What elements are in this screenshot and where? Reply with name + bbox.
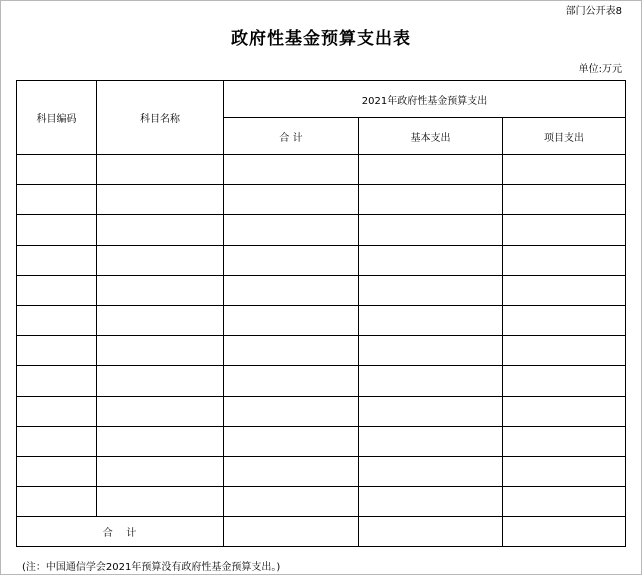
table-cell xyxy=(503,305,626,335)
table-cell xyxy=(503,245,626,275)
budget-table xyxy=(16,80,626,547)
header-total: 合 计 xyxy=(224,118,359,155)
table-cell xyxy=(224,366,359,396)
table-cell xyxy=(17,366,97,396)
table-cell xyxy=(17,155,97,185)
table-cell xyxy=(224,336,359,366)
table-cell xyxy=(97,366,224,396)
table-row xyxy=(17,155,626,185)
table-cell xyxy=(224,305,359,335)
header-project-expenditure: 项目支出 xyxy=(503,118,626,155)
table-row xyxy=(17,185,626,215)
total-label: 合 计 xyxy=(17,517,224,547)
table-cell xyxy=(97,487,224,517)
table-cell xyxy=(503,275,626,305)
table-cell xyxy=(224,215,359,245)
header-budget-group: 2021年政府性基金预算支出 xyxy=(224,81,626,118)
table-cell xyxy=(503,185,626,215)
table-cell xyxy=(97,456,224,486)
table-cell xyxy=(17,305,97,335)
table-cell xyxy=(97,155,224,185)
table-cell xyxy=(503,366,626,396)
table-cell xyxy=(224,517,359,547)
table-cell xyxy=(97,185,224,215)
header-subject-code: 科目编码 xyxy=(17,81,97,155)
table-cell xyxy=(359,396,503,426)
table-cell xyxy=(359,305,503,335)
table-cell xyxy=(359,275,503,305)
table-cell xyxy=(359,185,503,215)
table-cell xyxy=(17,426,97,456)
table-row xyxy=(17,396,626,426)
table-cell xyxy=(359,336,503,366)
table-cell xyxy=(17,275,97,305)
table-cell xyxy=(17,396,97,426)
table-cell xyxy=(224,396,359,426)
total-row xyxy=(17,517,626,547)
table-cell xyxy=(97,275,224,305)
table-cell xyxy=(224,456,359,486)
table-cell xyxy=(97,305,224,335)
table-cell xyxy=(224,185,359,215)
table-cell xyxy=(503,215,626,245)
table-cell xyxy=(503,396,626,426)
table-cell xyxy=(17,185,97,215)
table-cell xyxy=(359,215,503,245)
table-cell xyxy=(17,336,97,366)
table-cell xyxy=(224,487,359,517)
table-row xyxy=(17,215,626,245)
table-row xyxy=(17,336,626,366)
table-cell xyxy=(359,366,503,396)
table-cell xyxy=(97,396,224,426)
table-row xyxy=(17,305,626,335)
page-title: 政府性基金预算支出表 xyxy=(231,29,411,49)
table-cell xyxy=(359,456,503,486)
table-cell xyxy=(97,215,224,245)
footnote: (注：中国通信学会2021年预算没有政府性基金预算支出。) xyxy=(22,562,281,573)
table-cell xyxy=(359,517,503,547)
table-cell xyxy=(17,487,97,517)
table-cell xyxy=(503,426,626,456)
table-cell xyxy=(224,275,359,305)
table-row xyxy=(17,366,626,396)
table-cell xyxy=(224,426,359,456)
table-cell xyxy=(503,517,626,547)
table-cell xyxy=(17,245,97,275)
table-cell xyxy=(97,336,224,366)
table-cell xyxy=(17,456,97,486)
table-cell xyxy=(224,245,359,275)
table-cell xyxy=(359,155,503,185)
form-number: 部门公开表8 xyxy=(565,6,622,17)
header-basic-expenditure: 基本支出 xyxy=(359,118,503,155)
table-cell xyxy=(503,336,626,366)
table-cell xyxy=(503,155,626,185)
table-row xyxy=(17,426,626,456)
table-cell xyxy=(97,426,224,456)
table-cell xyxy=(503,456,626,486)
unit-label: 单位:万元 xyxy=(578,64,622,75)
table-cell xyxy=(359,487,503,517)
table-row xyxy=(17,245,626,275)
table-cell xyxy=(97,245,224,275)
table-row xyxy=(17,275,626,305)
table-row xyxy=(17,456,626,486)
table-row xyxy=(17,487,626,517)
table-cell xyxy=(17,215,97,245)
table-cell xyxy=(224,155,359,185)
table-cell xyxy=(503,487,626,517)
table-cell xyxy=(359,245,503,275)
table-cell xyxy=(359,426,503,456)
header-subject-name: 科目名称 xyxy=(97,81,224,155)
